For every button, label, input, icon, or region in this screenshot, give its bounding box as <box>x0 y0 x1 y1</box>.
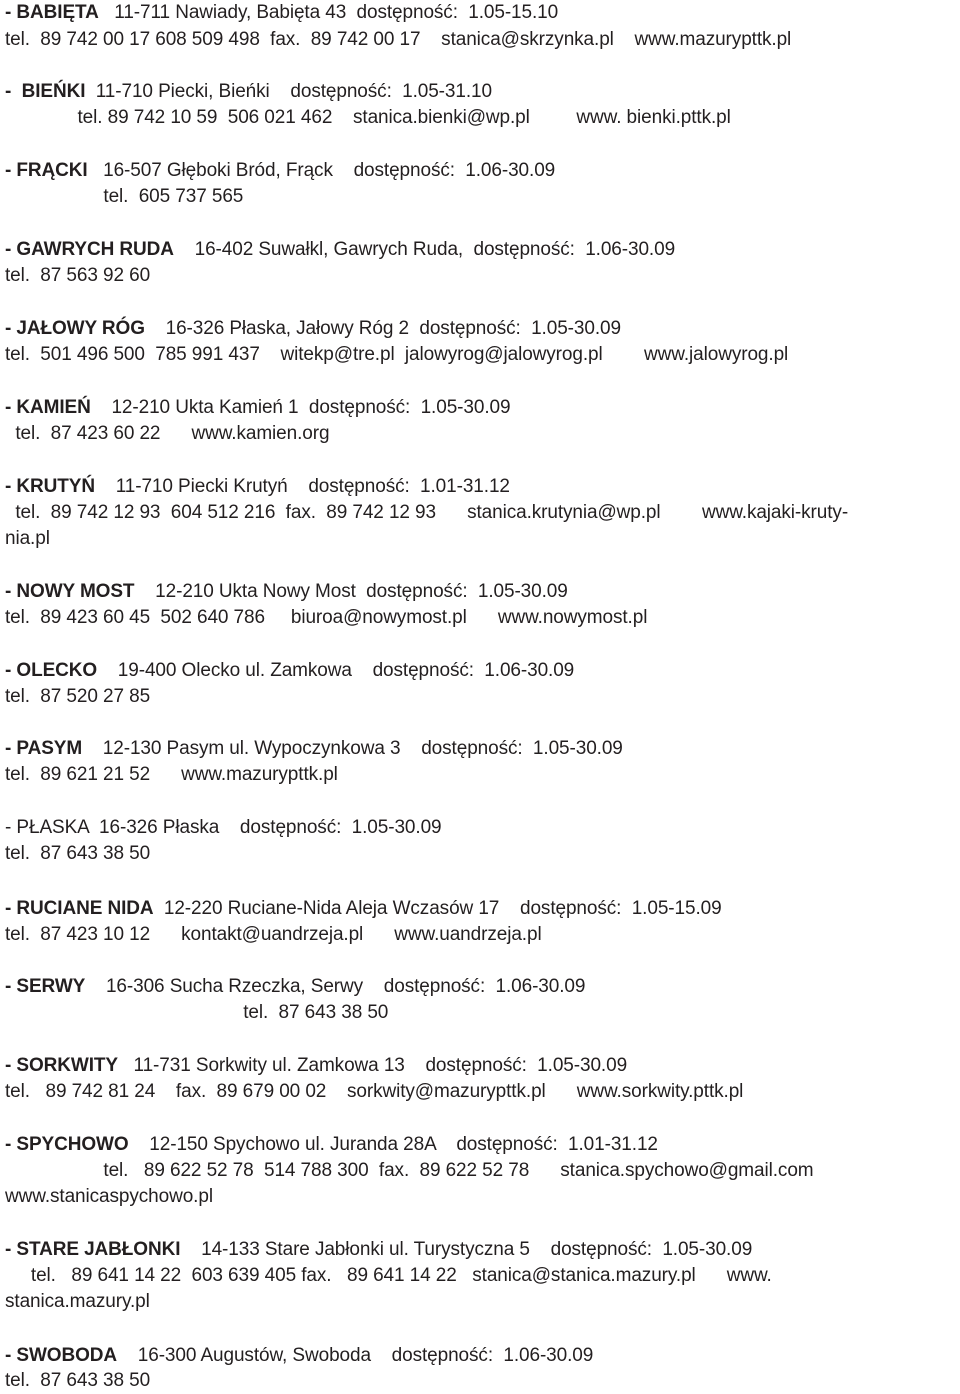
entry-heading <box>5 1053 627 1079</box>
entry-heading <box>5 974 585 1000</box>
entry-address: 12-210 Ukta Nowy Most dostępność: 1.05-30.09 <box>134 581 568 602</box>
entry-contact-continued: www.stanicaspychowo.pl <box>5 1186 213 1207</box>
entry-name: - PASYM <box>5 738 83 759</box>
entry-heading <box>5 316 621 342</box>
entry-name: - KAMIEŃ <box>5 397 91 418</box>
entry-contact: tel. 89 641 14 22 603 639 405 fax. 89 641 14 22 stanica@stanica.mazury.pl www. <box>5 1265 772 1286</box>
entry-heading <box>5 1237 752 1263</box>
entry-address: 12-130 Pasym ul. Wypoczynkowa 3 dostępność: 1.05-30.09 <box>82 738 623 759</box>
entry-address: 16-300 Augustów, Swoboda dostępność: 1.06-30.09 <box>117 1345 594 1366</box>
entry-contact: tel. 89 621 21 52 www.mazurypttk.pl <box>5 764 338 785</box>
entry-contact: tel. 87 423 10 12 kontakt@uandrzeja.pl www.uandrzeja.pl <box>5 924 542 945</box>
entry-contact-continued: nia.pl <box>5 528 50 549</box>
entry-address: 16-402 Suwałkl, Gawrych Ruda, dostępność: 1.06-30.09 <box>173 239 676 260</box>
entry-heading <box>5 1343 593 1369</box>
entry-heading <box>5 579 568 605</box>
entry-contact: tel. 605 737 565 <box>5 186 244 207</box>
entry-heading <box>5 474 510 500</box>
entry-name: - SERWY <box>5 976 86 997</box>
entry-contact: tel. 87 423 60 22 www.kamien.org <box>5 423 330 444</box>
entry-heading <box>5 736 623 762</box>
entry-contact: tel. 87 643 38 50 <box>5 1370 151 1391</box>
entry-heading <box>5 395 510 421</box>
entry-name: - FRĄCKI <box>5 160 88 181</box>
entry-contact: tel. 89 742 00 17 608 509 498 fax. 89 742 00 17 stanica@skrzynka.pl www.mazurypttk.pl <box>5 29 792 50</box>
entry-address: 12-210 Ukta Kamień 1 dostępność: 1.05-30.09 <box>90 397 511 418</box>
entry-contact: tel. 501 496 500 785 991 437 witekp@tre.pl jalowyrog@jalowyrog.pl www.jalowyrog.pl <box>5 344 789 365</box>
entry-contact: tel. 87 563 92 60 <box>5 265 151 286</box>
entry-name: - GAWRYCH RUDA <box>5 239 174 260</box>
entry-address: 12-150 Spychowo ul. Juranda 28A dostępność: 1.01-31.12 <box>128 1134 658 1155</box>
entry-name: - NOWY MOST <box>5 581 135 602</box>
entry-address: 19-400 Olecko ul. Zamkowa dostępność: 1.06-30.09 <box>97 660 575 681</box>
entry-heading <box>5 237 675 263</box>
entry-contact: tel. 87 520 27 85 <box>5 686 151 707</box>
entry-address: 16-306 Sucha Rzeczka, Serwy dostępność: 1.06-30.09 <box>85 976 586 997</box>
entry-address: 14-133 Stare Jabłonki ul. Turystyczna 5 dostępność: 1.05-30.09 <box>180 1239 753 1260</box>
entry-heading <box>5 658 574 684</box>
entry-name: - KRUTYŃ <box>5 476 95 497</box>
entry-heading <box>5 79 492 105</box>
entry-name: - SPYCHOWO <box>5 1134 129 1155</box>
entry-name: - SWOBODA <box>5 1345 118 1366</box>
entry-name: - BABIĘTA <box>5 2 99 23</box>
entry-contact: tel. 89 423 60 45 502 640 786 biuroa@nowymost.pl www.nowymost.pl <box>5 607 648 628</box>
entry-name: - STARE JABŁONKI <box>5 1239 181 1260</box>
entry-heading <box>5 0 558 26</box>
entry-contact: tel. 87 643 38 50 <box>5 843 151 864</box>
entry-heading: - PŁASKA 16-326 Płaska dostępność: 1.05-30.09 <box>5 817 442 838</box>
entry-contact: tel. 89 622 52 78 514 788 300 fax. 89 622 52 78 stanica.spychowo@gmail.com <box>5 1160 814 1181</box>
entry-heading <box>5 158 555 184</box>
entry-name: - RUCIANE NIDA <box>5 898 154 919</box>
entry-contact: tel. 89 742 81 24 fax. 89 679 00 02 sorkwity@mazurypttk.pl www.sorkwity.pttk.pl <box>5 1081 744 1102</box>
entry-address: 11-710 Piecki, Bieńki dostępność: 1.05-31.10 <box>85 81 492 102</box>
entry-name: - JAŁOWY RÓG <box>5 318 145 339</box>
entry-name: - SORKWITY <box>5 1055 118 1076</box>
entry-contact-continued: stanica.mazury.pl <box>5 1291 150 1312</box>
entry-contact: tel. 89 742 10 59 506 021 462 stanica.bienki@wp.pl www. bienki.pttk.pl <box>5 107 731 128</box>
entry-address: 12-220 Ruciane-Nida Aleja Wczasów 17 dostępność: 1.05-15.09 <box>153 898 722 919</box>
entry-name: - OLECKO <box>5 660 98 681</box>
entry-contact: tel. 87 643 38 50 <box>5 1002 389 1023</box>
entry-heading <box>5 896 722 922</box>
entry-heading <box>5 1132 658 1158</box>
entry-address: 11-731 Sorkwity ul. Zamkowa 13 dostępność: 1.05-30.09 <box>118 1055 628 1076</box>
entry-address: 11-710 Piecki Krutyń dostępność: 1.01-31.12 <box>94 476 510 497</box>
entry-contact: tel. 89 742 12 93 604 512 216 fax. 89 742 12 93 stanica.krutynia@wp.pl www.kajaki-kruty- <box>5 502 849 523</box>
entry-address: 11-711 Nawiady, Babięta 43 dostępność: 1.05-15.10 <box>98 2 559 23</box>
entry-address: 16-326 Płaska, Jałowy Róg 2 dostępność: 1.05-30.09 <box>144 318 621 339</box>
entry-address: 16-507 Głęboki Bród, Frąck dostępność: 1.06-30.09 <box>87 160 556 181</box>
entry-name: - BIEŃKI <box>5 81 86 102</box>
